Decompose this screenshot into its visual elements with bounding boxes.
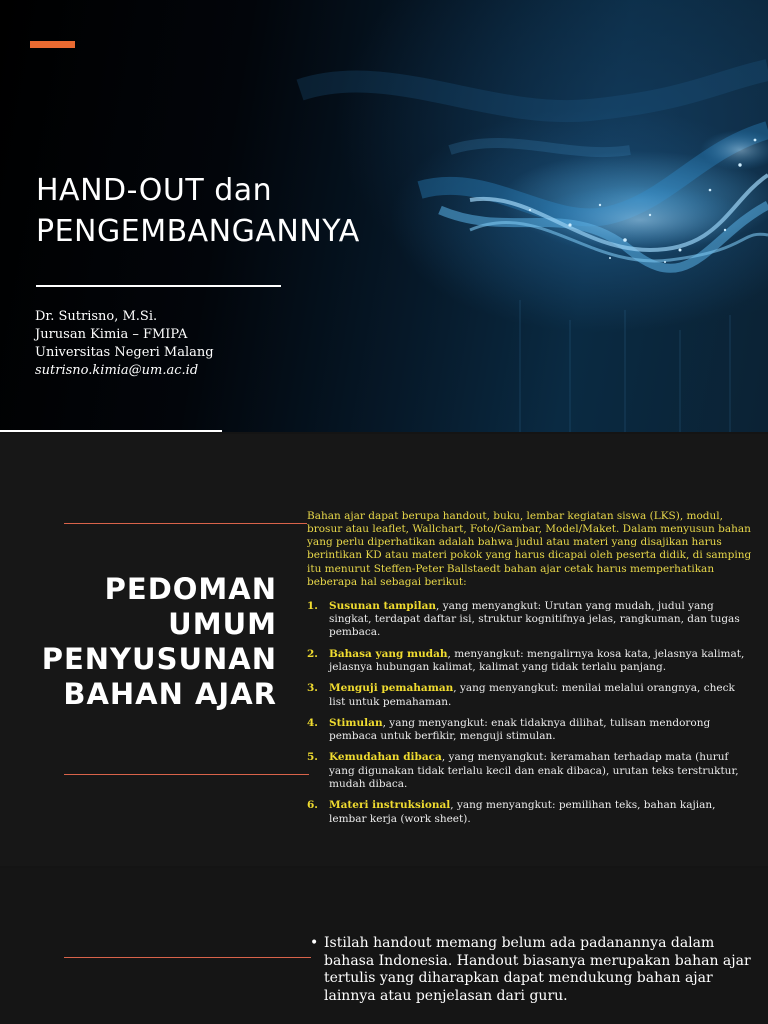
slide-title[interactable] xyxy=(0,0,768,432)
item-number: 6. xyxy=(307,799,318,812)
item-number: 4. xyxy=(307,716,318,729)
item-text: , yang menyangkut: Urutan yang mudah, judul yang singkat, terdapat daftar isi, struktur kognitifnya jelas, rangkuman, dan tugas pembaca. xyxy=(329,599,740,639)
slide-title-heading xyxy=(36,170,416,252)
title-divider xyxy=(36,285,281,287)
list-item xyxy=(307,682,752,709)
bullet-icon: • xyxy=(310,935,319,951)
item-keyword: Susunan tampilan xyxy=(329,599,437,612)
item-text: , menyangkut: mengalirnya kosa kata, jelasnya kalimat, jelasnya hubungan kalimat, kalimat yang tidak terlalu panjang. xyxy=(329,647,745,673)
title-line-2: PENGEMBANGANNYA xyxy=(36,214,360,249)
item-keyword: Stimulan xyxy=(329,716,383,729)
heading-line-2: UMUM xyxy=(168,607,277,641)
item-number: 5. xyxy=(307,751,318,764)
item-number: 1. xyxy=(307,599,318,612)
title-line-1: HAND-OUT dan xyxy=(36,173,273,208)
list-item xyxy=(307,717,752,744)
list-item xyxy=(307,799,752,826)
accent-bar xyxy=(30,41,75,48)
list-item xyxy=(307,648,752,675)
handout-definition-text xyxy=(310,935,754,1005)
author-name: Dr. Sutrisno, M.Si. xyxy=(35,309,158,324)
item-keyword: Bahasa yang mudah xyxy=(329,647,448,660)
item-number: 3. xyxy=(307,682,318,695)
heading-line-3: PENYUSUNAN xyxy=(41,642,277,676)
slide3-rule xyxy=(64,957,311,958)
guidelines-intro: Bahan ajar dapat berupa handout, buku, lembar kegiatan siswa (LKS), modul, brosur atau leaflet, Wallchart, Foto/Gambar, Model/Maket. Dalam menyusun bahan yang perlu diperhatikan adalah bahwa judul atau materi yang disajikan harus berintikan KD atau materi pokok yang harus dicapai oleh peserta didik, di samping itu menurut Steffen-Peter Ballstaedt bahan ajar cetak harus memperhatikan beberapa hal sebagai berikut: xyxy=(307,509,752,588)
item-keyword: Materi instruksional xyxy=(329,799,451,812)
item-text: , yang menyangkut: keramahan terhadap mata (huruf yang digunakan tidak terlalu kecil dan enak dibaca), urutan teks terstruktur, mudah dibaca. xyxy=(329,751,739,791)
item-text: , yang menyangkut: menilai melalui orangnya, check list untuk pemahaman. xyxy=(329,682,735,708)
list-item xyxy=(307,751,752,791)
guidelines-list xyxy=(307,600,752,826)
heading-rule-bottom xyxy=(64,774,309,775)
heading-rule-top xyxy=(64,523,307,524)
guidelines-heading xyxy=(42,572,277,712)
item-text: , yang menyangkut: pemilihan teks, bahan kajian, lembar kerja (work sheet). xyxy=(329,799,716,825)
author-university: Universitas Negeri Malang xyxy=(35,345,214,360)
item-text: , yang menyangkut: enak tidaknya dilihat, tulisan mendorong pembaca untuk berfikir, menguji stimulan. xyxy=(329,716,711,743)
heading-line-4: BAHAN AJAR xyxy=(63,677,277,711)
definition-paragraph: Istilah handout memang belum ada padanannya dalam bahasa Indonesia. Handout biasanya merupakan bahan ajar tertulis yang diharapkan dapat mendukung bahan ajar lainnya atau penjelasan dari guru. xyxy=(324,935,751,1004)
slide-bottom-divider xyxy=(0,430,222,432)
author-department: Jurusan Kimia – FMIPA xyxy=(35,327,188,342)
author-block xyxy=(35,308,214,380)
list-item xyxy=(307,600,752,640)
author-email: sutrisno.kimia@um.ac.id xyxy=(35,363,199,378)
guidelines-body xyxy=(307,499,752,834)
item-number: 2. xyxy=(307,647,318,660)
item-keyword: Kemudahan dibaca xyxy=(329,751,442,764)
heading-line-1: PEDOMAN xyxy=(104,572,277,606)
item-keyword: Menguji pemahaman xyxy=(329,682,454,695)
